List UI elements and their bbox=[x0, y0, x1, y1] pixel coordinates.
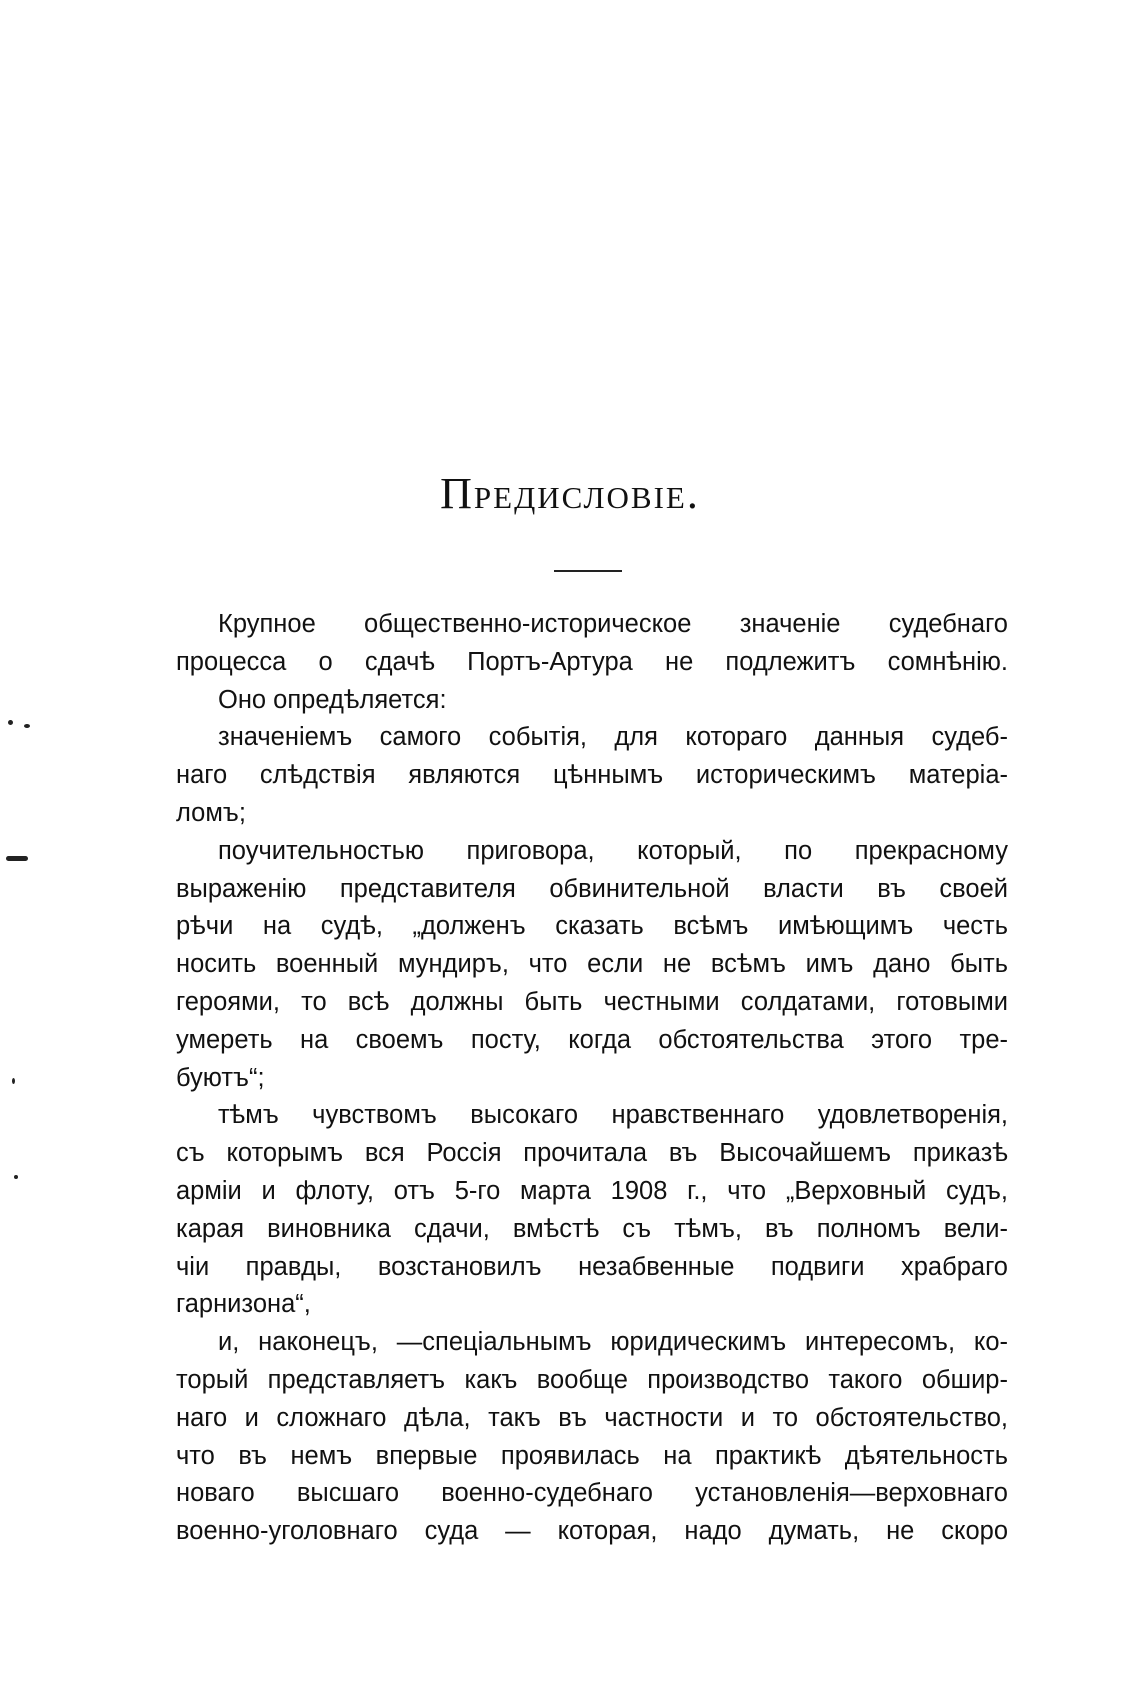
scan-speck bbox=[14, 1175, 18, 1179]
scan-speck bbox=[24, 724, 30, 728]
text-line: и, наконецъ, —спеціальнымъ юридическимъ интересомъ, ко- bbox=[218, 1328, 1008, 1357]
text-line: карая виновника сдачи, вмѣстѣ съ тѣмъ, въ полномъ вели- bbox=[176, 1214, 1008, 1243]
preface-text bbox=[176, 606, 1008, 1551]
text-line: Крупное общественно-историческое значеніе судебнаго bbox=[218, 610, 1008, 638]
text-line: военно-уголовнаго суда — которая, надо думать, не скоро bbox=[176, 1517, 1008, 1546]
text-line: что въ немъ впервые проявилась на практикѣ дѣятельность bbox=[176, 1441, 1008, 1470]
text-line: наго и сложнаго дѣла, такъ въ частности и то обстоятельство, bbox=[176, 1403, 1008, 1432]
text-line: рѣчи на судѣ, „долженъ сказать всѣмъ имѣющимъ честь bbox=[176, 912, 1008, 941]
text-line: Оно опредѣляется: bbox=[218, 685, 447, 714]
text-line: ломъ; bbox=[176, 798, 246, 827]
scan-speck bbox=[6, 856, 28, 861]
title-divider bbox=[554, 570, 622, 572]
text-line: наго слѣдствія являются цѣннымъ историческимъ матеріа- bbox=[176, 761, 1008, 790]
text-line: носить военный мундиръ, что если не всѣмъ имъ дано быть bbox=[176, 950, 1008, 979]
text-line: поучительностью приговора, который, по прекрасному bbox=[218, 836, 1008, 865]
text-line: торый представляетъ какъ вообще производство такого обшир- bbox=[176, 1365, 1008, 1394]
scan-speck bbox=[8, 720, 13, 725]
text-line: чіи правды, возстановилъ незабвенные подвиги храбраго bbox=[176, 1252, 1008, 1281]
text-line: процесса о сдачѣ Портъ-Артура не подлежитъ сомнѣнію. bbox=[176, 647, 1008, 676]
text-line: новаго высшаго военно-судебнаго установленія—верховнаго bbox=[176, 1479, 1008, 1508]
text-line: буютъ“; bbox=[176, 1063, 265, 1092]
text-line: арміи и флоту, отъ 5-го марта 1908 г., что „Верховный судъ, bbox=[176, 1176, 1008, 1205]
text-line: гарнизона“, bbox=[176, 1290, 311, 1319]
text-line: тѣмъ чувствомъ высокаго нравственнаго удовлетворенія, bbox=[218, 1101, 1008, 1130]
text-line: героями, то всѣ должны быть честными солдатами, готовыми bbox=[176, 987, 1008, 1016]
page-title: Предисловіе. bbox=[440, 469, 700, 518]
scan-speck bbox=[12, 1078, 15, 1084]
text-line: умереть на своемъ посту, когда обстоятельства этого тре- bbox=[176, 1025, 1008, 1054]
text-line: значеніемъ самого событія, для котораго данныя судеб- bbox=[218, 723, 1008, 752]
text-line: съ которымъ вся Россія прочитала въ Высочайшемъ приказѣ bbox=[176, 1139, 1008, 1168]
text-line: выраженію представителя обвинительной власти въ своей bbox=[176, 874, 1008, 903]
